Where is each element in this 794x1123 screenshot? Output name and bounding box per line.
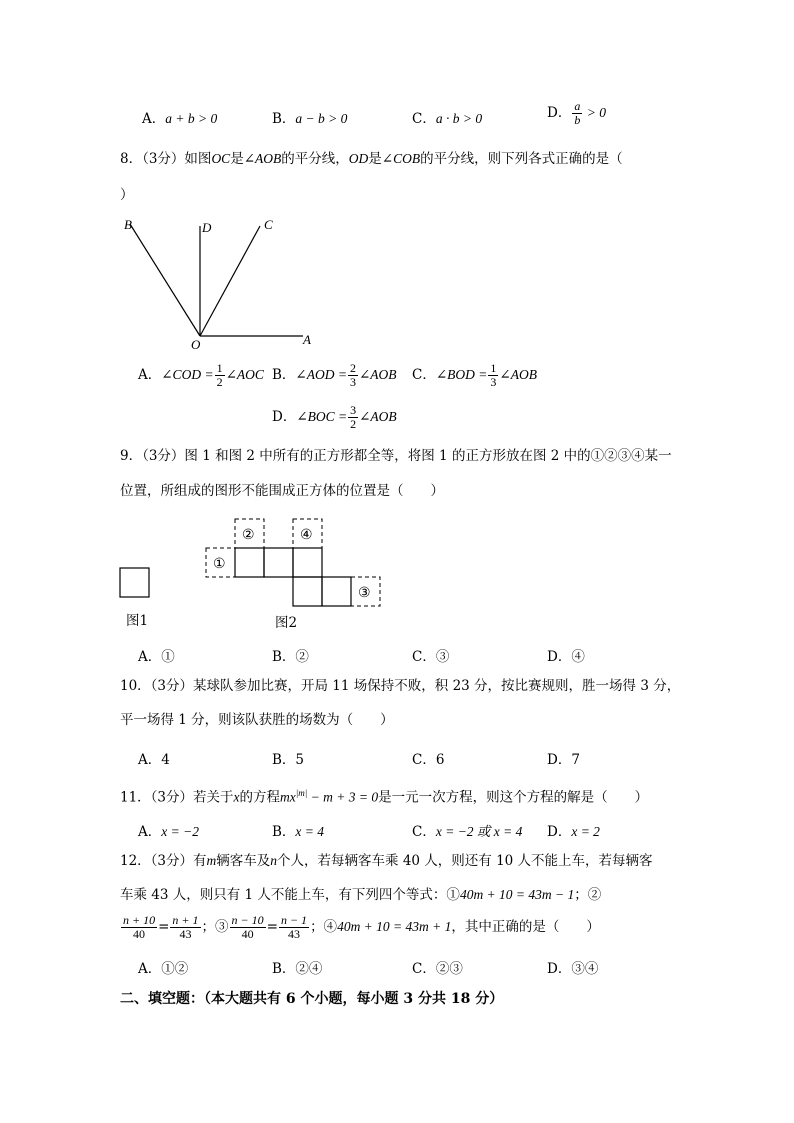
fig1-square [120,568,149,597]
q8-option-d[interactable] [272,404,397,431]
option-text: x = 4 [295,824,325,839]
label-c: C [264,217,273,232]
option-label: B． [272,824,296,840]
fraction-numerator: 2 [349,361,356,375]
equals-sign: = [158,919,170,935]
option-text: ③ [435,649,450,665]
option-label: A． [138,752,162,768]
q10-stem-line1: 10．（3分）某球队参加比赛，开局 11 场保持不败，积 23 分，按比赛规则，胜一场得 3 分， [120,678,681,694]
option-expr: ∠AOC [225,367,264,382]
fraction-numerator: 1 [216,361,223,375]
fraction-denominator: 40 [133,927,146,941]
option-label: D． [547,824,572,840]
q10-option-a[interactable] [138,748,170,768]
label-a: A [303,332,311,347]
q8-stem-close: ） [120,187,134,203]
net-square [322,577,351,606]
net-square [293,577,322,606]
net-square [264,548,293,577]
option-expr: a + b > 0 [165,111,218,126]
option-text: ①② [161,961,189,977]
option-label: D． [547,752,572,768]
fraction-denominator: 3 [490,375,497,389]
option-label: C． [412,367,436,383]
fraction-numerator: n + 10 [123,913,156,927]
marker-3: ③ [358,586,371,601]
option-text: 6 [435,752,445,768]
fraction [230,914,266,941]
option-expr: a · b > 0 [435,111,483,126]
option-expr: ∠AOB [499,367,537,382]
stem-text: ，其中正确的是（ ） [451,919,600,935]
stem-text: 的平分线，则下列各式正确的是（ [420,151,623,167]
equation-4: 40m + 10 = 43m + 1 [337,919,452,934]
stem-text: 11．（3分）若关于 [120,789,234,806]
q12-option-c[interactable] [412,957,463,977]
q11-option-d[interactable] [547,820,600,840]
q12-option-a[interactable] [138,957,188,977]
fraction-numerator: 1 [490,361,497,375]
option-text: ② [295,649,309,665]
ray-ob [130,224,200,336]
stem-text: 车乘 43 人，则只有 1 人不能上车，有下列四个等式：① [120,887,460,903]
fraction-numerator: 3 [350,403,357,417]
option-label: B． [272,752,296,768]
stem-text: 个人，若每辆客车乘 40 人，则还有 10 人不能上车，若每辆客 [277,853,653,869]
q9-stem-line1: 9．（3分）图 1 和图 2 中所有的正方形都全等，将图 1 的正方形放在图 2 中的①②③④某一 [120,448,672,464]
fraction-denominator: 43 [179,927,192,941]
option-text: x = 2 [571,824,600,839]
fraction-denominator: 2 [350,417,357,431]
math-equation: mx [280,789,296,805]
marker-2: ② [242,528,255,543]
stem-text: 辆客车及 [216,853,271,869]
option-text: ②③ [435,961,463,977]
fraction-denominator: b [574,113,581,127]
stem-text: 12．（3分）有 [120,853,207,869]
option-label: C． [412,961,436,977]
math-oc: OC [211,151,231,166]
option-label: D． [547,105,572,121]
option-expr: ∠AOB [358,367,397,382]
q8-option-a[interactable] [138,362,264,389]
stem-text: 的方程 [239,789,281,806]
label-b: B [124,217,132,232]
option-text: ④ [571,649,585,665]
q9-option-d[interactable] [547,645,585,665]
option-label: C． [412,649,436,665]
fraction-denominator: 40 [241,927,254,941]
option-label: A． [142,111,166,127]
q11-option-c[interactable] [412,820,522,840]
option-label: B． [272,649,296,665]
q9-option-b[interactable] [272,645,309,665]
fraction [121,914,157,941]
fig2-caption: 图2 [275,615,298,631]
q12-option-b[interactable] [272,957,322,977]
q10-option-b[interactable] [272,748,304,768]
stem-text: 8．（3分）如图 [120,151,212,167]
stem-text: ；④ [310,919,338,935]
q9-option-c[interactable] [412,645,449,665]
option-label: A． [138,824,162,840]
stem-text: ；② [574,887,602,903]
stem-text: 是一元一次方程，则这个方程的解是（ ） [378,789,649,806]
math-aob: ∠AOB [243,151,282,166]
math-od: OD [348,151,369,166]
option-expr: ∠AOD = [295,367,347,382]
q7-option-b[interactable] [272,107,347,127]
q7-option-c[interactable] [412,107,482,127]
option-label: B． [272,367,296,383]
option-label: C． [412,752,436,768]
option-expr: a − b > 0 [295,111,348,126]
q11-stem [120,784,648,807]
option-text: 4 [161,752,170,768]
option-expr: ∠BOC = [296,409,348,424]
q7-option-a[interactable] [142,107,217,127]
option-text: 5 [295,752,305,768]
option-label: C． [412,111,436,127]
q8-stem [120,150,623,168]
equation-1: 40m + 10 = 43m − 1 [459,887,575,902]
net-square [235,548,264,577]
q11-option-a[interactable] [138,820,199,840]
option-text: ③④ [571,961,599,977]
option-text: ②④ [295,961,323,977]
cube-net-figure [115,515,385,635]
fraction [170,914,200,941]
fraction-denominator: 43 [288,927,300,941]
option-expr: ∠AOB [359,409,397,424]
option-expr: ∠COD = [161,367,214,382]
stem-text: 的平分线， [281,151,349,167]
fraction-denominator: 3 [349,375,356,389]
section-2-heading: 二、填空题：（本大题共有 6 个小题，每小题 3 分共 18 分） [120,991,504,1007]
fraction [348,362,358,389]
q12-option-d[interactable] [547,957,598,977]
option-label: D． [272,409,297,425]
marker-4: ④ [300,528,313,543]
q8-option-b[interactable] [272,362,397,389]
equals-sign: = [266,919,278,935]
math-x: x [233,789,240,805]
label-o: O [191,337,201,352]
option-text: x = −2 [161,824,199,839]
option-label: A． [138,649,162,665]
net-square [293,548,322,577]
fraction [572,100,582,127]
option-text: 7 [571,752,580,768]
q8-option-c[interactable] [412,362,537,389]
fraction [279,914,309,941]
label-d: D [202,220,212,235]
fraction-denominator: 2 [216,375,223,389]
fraction [488,362,498,389]
q11-option-b[interactable] [272,820,324,840]
angle-figure [115,212,325,354]
q12-stem-line2 [120,886,601,904]
stem-text: ；③ [201,919,229,935]
option-label: C． [412,824,436,840]
fraction-numerator: n − 10 [231,913,264,927]
math-n: n [270,853,278,868]
marker-1: ① [213,557,226,572]
fig1-caption: 图1 [126,613,149,629]
fraction-numerator: n − 1 [280,913,308,927]
fraction-numerator: n + 1 [172,913,199,927]
option-label: B． [272,111,296,127]
q12-stem-line3 [120,914,600,941]
option-label: D． [547,649,572,665]
math-equation: − m + 3 = 0 [307,789,379,805]
option-expr: > 0 [583,105,606,120]
option-text: x = −2 或 x = 4 [435,824,523,839]
q10-stem-line2: 平一场得 1 分，则该队获胜的场数为（ ） [120,712,394,728]
option-label: A． [138,961,162,977]
option-label: B． [272,961,296,977]
math-m: m [206,853,217,868]
option-label: A． [138,367,162,383]
option-label: D． [547,961,572,977]
option-expr: ∠BOD = [435,367,488,382]
stem-text: 是 [368,151,382,167]
q9-option-a[interactable] [138,645,175,665]
q10-option-c[interactable] [412,748,444,768]
q12-stem-line1 [120,852,653,870]
stem-text: 是 [230,151,244,167]
q9-stem-line2: 位置，所组成的图形不能围成正方体的位置是（ ） [120,483,444,499]
fraction [348,404,358,431]
q10-option-d[interactable] [547,748,580,768]
math-exponent: |m| [295,788,308,798]
q7-option-d[interactable] [547,100,606,127]
ray-oc [200,226,260,336]
fraction [215,362,225,389]
fraction-numerator: a [574,99,581,113]
option-text: ① [161,649,175,665]
math-cob: ∠COB [381,151,421,166]
